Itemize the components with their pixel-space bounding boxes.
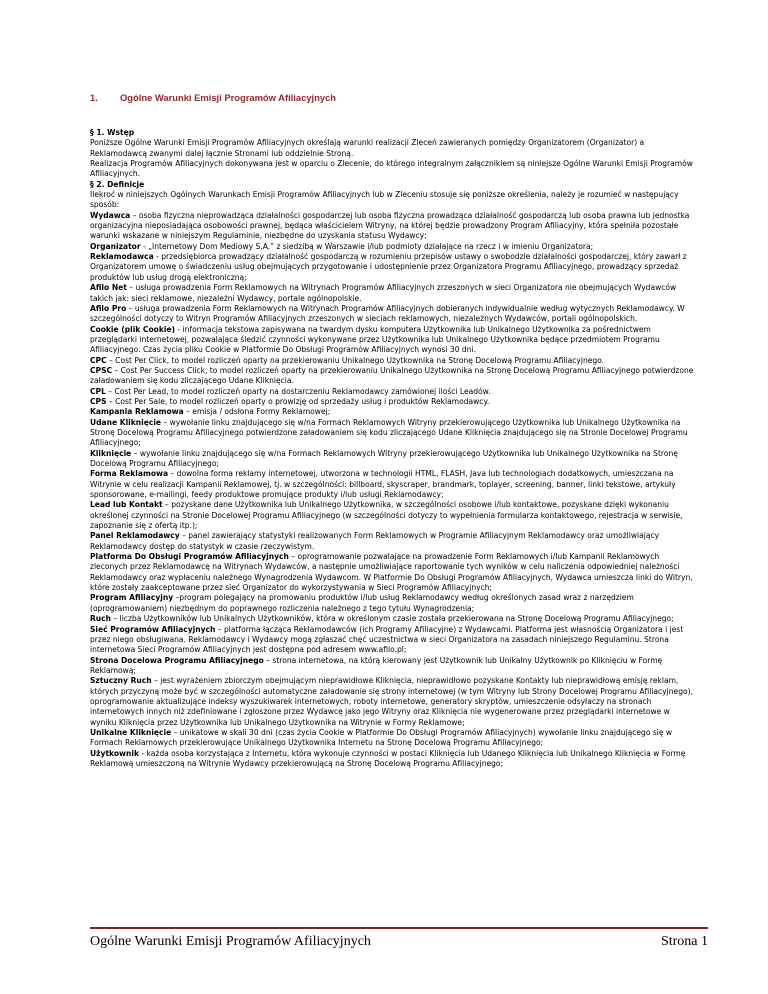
section-1-paragraph-1: Poniższe Ogólne Warunki Emisji Programów Afiliacyjnych określają warunki realizacji Zleceń zawieranych pomiędzy Organizatorem (Organizator) a Reklamodawcą zwanymi dalej łącznie Stronami lub oddzielnie Stroną.: [90, 138, 645, 158]
footer-page-number: Strona 1: [660, 934, 708, 949]
definition-item: [90, 552, 698, 593]
heading-title: Ogólne Warunki Emisji Programów Afiliacyjnych: [120, 92, 337, 103]
definition-term: Strona Docelowa Programu Afiliacyjnego: [90, 655, 264, 665]
definition-item: [90, 656, 698, 677]
definition-term: Sieć Programów Afiliacyjnych: [90, 624, 216, 634]
definition-item: [90, 325, 698, 356]
definition-term: Cookie (plik Cookie): [90, 324, 176, 334]
definition-term: Lead lub Kontakt: [90, 500, 163, 510]
definition-term: Wydawca: [90, 210, 131, 220]
definition-term: Udane Kliknięcie: [90, 417, 162, 427]
definition-term: Reklamodawca: [90, 252, 154, 262]
definition-item: [90, 728, 698, 749]
definition-item: [90, 593, 698, 614]
definition-term: Panel Reklamodawcy: [90, 531, 180, 541]
definition-item: [90, 407, 698, 417]
section-2-title: § 2. Definicje: [90, 179, 145, 189]
definition-text: – emisja / odsłona Formy Reklamowej;: [183, 407, 331, 417]
definition-term: Unikalne Kliknięcie: [90, 727, 172, 737]
definition-term: Platforma Do Obsługi Programów Afiliacyjnych: [90, 552, 289, 562]
definition-term: CPL: [90, 386, 106, 396]
definition-text: – wywołanie linku znajdującego się w/na Formach Reklamowych Witryny przekierowującego Użytkownika lub Unikalnego Użytkownika na Stronę Docelową Programu Afiliacyjnego potwierdzone załadowaniem się kodu zliczającego Udane Kliknięcia znajdującego się na Stronie Docelowej Programu Afiliacyjnego;: [90, 417, 688, 448]
definition-text: – platforma łącząca Reklamodawców (ich Programy Afiliacyjne) z Wydawcami. Platforma jest własnością Organizatora i jest przez niego obsługiwana. Reklamodawcy i Wydawcy mogą zgłaszać chęć uczestnictwa w sieci Organizatora na zasadach niniejszego Regulaminu. Strona internetowa Sieci Programów Afiliacyjnych jest dostępna pod adresem www.afilo.pl;: [90, 624, 684, 655]
heading-number: 1.: [90, 92, 98, 103]
section-1-paragraph-2: Realizacja Programów Afiliacyjnych dokonywana jest w oparciu o Zlecenie, do którego integralnym załącznikiem są niniejsze Ogólne Warunki Emisji Programów Afiliacyjnych.: [90, 159, 693, 179]
definition-text: – jest wyrażeniem zbiorczym obejmującym nieprawidłowe Kliknięcia, nieprawidłowo pozyskane Kontakty lub nieprawidłową emisję reklam, których przyczyną może być w szczególności automatyczne załadowanie się strony internetowej (w tym Witryny lub Strony Docelowej Programu Afiliacyjnego), oprogramowanie aktualizujące indeksy wyszukiwarek internetowych, roboty internetowe, generatory skryptów, umieszczenie odsyłaczy na stronach internetowych innych niż zdefiniowane i zgłoszone przez Wydawcę jako jego Witryny oraz Kliknięcia nie wygenerowane przez przeglądarki internetowe w wyniku Kliknięcia przez Użytkownika lub Unikalnego Użytkownika na Witrynie w Formy Reklamowe;: [90, 676, 693, 727]
definition-text: – Cost Per Lead, to model rozliczeń oparty na dostarczeniu Reklamodawcy zamówionej ilości Leadów.: [105, 386, 491, 396]
definition-text: – usługa prowadzenia Form Reklamowych na Witrynach Programów Afiliacyjnych dobieranych indywidualnie według wytycznych Reklamodawcy. W szczególności dotyczy to Witryn Programów Afiliacyjnych zrzeszonych w sieciach reklamowych, niezależnych Wydawców, portali ogólnopolskich.: [90, 303, 685, 324]
definition-term: Forma Reklamowa: [90, 469, 169, 479]
definition-item: [90, 749, 698, 770]
definition-item: [90, 242, 698, 252]
definition-text: – osoba fizyczna nieprowadząca działalności gospodarczej lub osoba fizyczna prowadząca działalność gospodarczą lub osoba prawna lub jednostka organizacyjna nieposiadająca osobowości prawnej, będąca właścicielem Witryny, na której będzie prowadzony Program Afiliacyjny, która spełniła pozostałe warunki wskazane w niniejszym Regulaminie, niezbędne do uzyskania statusu Wydawcy;: [90, 210, 690, 241]
definition-term: CPC: [90, 355, 107, 365]
definition-text: – oprogramowanie pozwalające na prowadzenie Form Reklamowych i/lub Kampanii Reklamowych zleconych przez Reklamodawcę na Witrynach Wydawców, a następnie umożliwiające raportowanie tych wyników w celu naliczenia odpowiedniej należności Reklamodawcy oraz wypłaceniu należnego Wynagrodzenia Wydawcom. W Platformie Do Obsługi Programów Afiliacyjnych, Wydawca umieszcza linki do Witryn, które zostały zaakceptowane przez sieć Organizator do wykorzystywania w Sieci Programów Afiliacyjnych;: [90, 552, 693, 593]
definition-text: –program polegający na promowaniu produktów i/lub usług Reklamodawcy według określonych zasad wraz z narzędziem (oprogramowaniem) niezbędnym do poprawnego rozliczenia należnego z tego tytułu Wynagrodzenia;: [90, 593, 634, 613]
definition-item: [90, 531, 698, 552]
definition-text: - informacja tekstowa zapisywana na twardym dysku komputera Użytkownika lub Unikalnego Użytkownika za pośrednictwem przeglądarki internetowej, pozwalająca śledzić czynności wykonywane przez Użytkownika lub Unikalnego Użytkownika będące przedmiotem Programu Afiliacyjnego. Czas życia pliku Cookie w Platformie Do Obsługi Programów Afiliacyjnych wynosi 30 dni.: [90, 324, 660, 355]
definition-item: [90, 614, 698, 624]
definition-text: – pozyskane dane Użytkownika lub Unikalnego Użytkownika, w szczególności osobowe i/lub kontaktowe, pozyskane dzięki wykonaniu określonej czynności na Stronie Docelowej Programu Afiliacyjnego (w szczególności dotyczy to wypełnienia formularza kontaktowego, rejestracja w serwisie, zapoznanie się z ofertą itp.);: [90, 500, 683, 531]
footer-title: Ogólne Warunki Emisji Programów Afiliacyjnych: [90, 934, 371, 949]
definition-item: [90, 418, 698, 449]
definition-term: Sztuczny Ruch: [90, 676, 152, 686]
definition-term: Kampania Reklamowa: [90, 407, 184, 417]
definitions-list: [90, 211, 698, 770]
definition-item: [90, 397, 698, 407]
definition-term: Afilo Pro: [90, 303, 127, 313]
definition-term: CPS: [90, 396, 107, 406]
definition-text: – usługa prowadzenia Form Reklamowych na Witrynach Programów Afiliacyjnych zrzeszonych w sieci Organizatora nie obejmujących Wydawców takich jak: sieci reklamowe, niezależni Wydawcy, portale ogólnopolskie.: [90, 283, 677, 303]
definition-term: Ruch: [90, 614, 112, 624]
definition-term: Afilo Net: [90, 283, 127, 293]
page-footer: [90, 927, 708, 954]
definition-item: [90, 252, 698, 283]
definition-item: [90, 449, 698, 470]
definition-item: [90, 500, 698, 531]
section-2-intro: Ilekroć w niniejszych Ogólnych Warunkach Emisji Programów Afiliacyjnych lub w Zleceniu stosuje się poniższe określenia, należy je rozumieć w następujący sposób:: [90, 190, 679, 210]
definition-text: – Cost Per Success Click, to model rozliczeń oparty na przekierowaniu Unikalnego Użytkownika na Stronę Docelową Programu Afiliacyjnego potwierdzone załadowaniem się kodu zliczającego Udane Kliknięcia.: [90, 365, 694, 386]
document-heading: [90, 92, 336, 103]
definition-text: - przedsiębiorca prowadzący działalność gospodarczą w rozumieniu przepisów ustawy o swobodzie działalności gospodarczej, który zawarł z Organizatorem umowę o świadczeniu usług obejmujących przygotowanie i udostępnienie przez Organizatora Programu Afiliacyjnego, prowadzący sprzedaż produktów lub usług drogą elektroniczną;: [90, 252, 687, 282]
definition-text: – Cost Per Sale, to model rozliczeń oparty o prowizję od sprzedaży usług i produktów Reklamodawcy.: [106, 396, 490, 406]
definition-item: [90, 366, 698, 387]
definition-text: - „Internetowy Dom Mediowy S.A.” z siedzibą w Warszawie i/lub podmioty działające na rzecz i w imieniu Organizatora;: [140, 241, 594, 251]
definition-item: [90, 304, 698, 325]
definition-text: – panel zawierający statystyki realizowanych Form Reklamowych w Programie Afiliacyjnym Reklamodawcy oraz umożliwiający Reklamodawcy dostęp do statystyk w czasie rzeczywistym.: [90, 531, 660, 551]
definition-term: Kliknięcie: [90, 448, 132, 458]
definition-item: [90, 211, 698, 242]
definition-item: [90, 469, 698, 500]
definition-text: – wywołanie linku znajdującego się w/na Formach Reklamowych Witryny przekierowującego Użytkownika lub Unikalnego Użytkownika na Stronę Docelową Programu Afiliacyjnego;: [90, 448, 678, 468]
definition-term: CPSC: [90, 365, 113, 375]
definition-term: Użytkownik: [90, 748, 139, 758]
definition-term: Organizator: [90, 241, 141, 251]
definition-item: [90, 356, 698, 366]
section-1-title: § 1. Wstęp: [90, 128, 135, 137]
definition-text: – strona internetowa, na którą kierowany jest Użytkownik lub Unikalny Użytkownik po Kliknięciu w Formę Reklamową;: [90, 655, 663, 675]
definition-text: – unikatowe w skali 30 dni (czas życia Cookie w Platformie Do Obsługi Programów Afiliacyjnych) wywołanie linku znajdującego się w Formach Reklamowych przekierowujące Unikalnego Użytkownika Internetu na Stronę Docelową Programu Afiliacyjnego;: [90, 727, 673, 748]
definition-item: [90, 625, 698, 656]
definition-text: – dowolna forma reklamy internetowej, utworzona w technologii HTML, FLASH, Java lub technologiach dodatkowych, umieszczana na Witrynie w celu realizacji Kampanii Reklamowej, tj. w szczególności: billboard, skyscraper, brandmark, toplayer, screening, banner, linki tekstowe, artykuły sponsorowane, e-mailingi, feedy produktowe promujące produkty i/lub usługi Reklamodawcy;: [90, 469, 676, 500]
document-body: [90, 128, 698, 769]
definition-text: – Cost Per Click, to model rozliczeń oparty na przekierowaniu Unikalnego Użytkownika na Stronę Docelową Programu Afiliacyjnego.: [106, 355, 605, 365]
definition-text: – liczba Użytkowników lub Unikalnych Użytkowników, która w określonym czasie została przekierowana na Stronę Docelową Programu Afiliacyjnego;: [111, 614, 674, 624]
definition-item: [90, 283, 698, 304]
definition-item: [90, 676, 698, 728]
definition-text: - każda osoba korzystająca z Internetu, która wykonuje czynności w postaci Kliknięcia lub Udanego Kliknięcia lub Unikalnego Kliknięcia w Formę Reklamową umieszczoną na Witrynie Wydawcy przekierowującą na Stronę Docelową Programu Afiliacyjnego;: [90, 748, 686, 768]
definition-term: Program Afiliacyjny: [90, 593, 174, 603]
definition-item: [90, 387, 698, 397]
